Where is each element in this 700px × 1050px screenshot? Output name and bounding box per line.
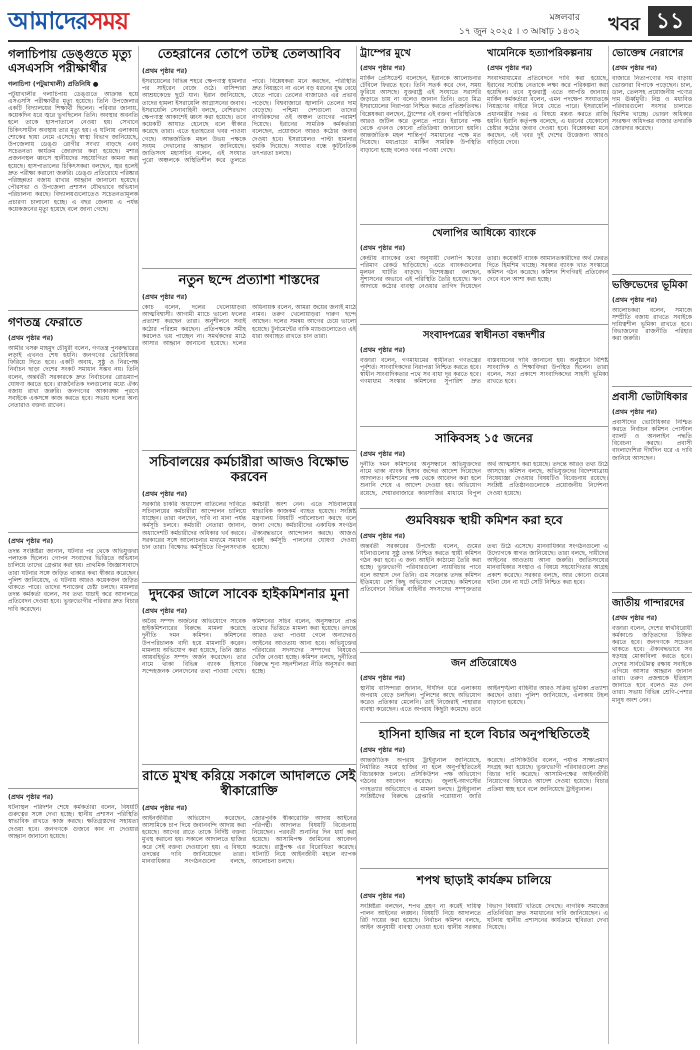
article-headline: গণতন্ত্র ফেরাতে — [8, 315, 83, 329]
issue-day: মঙ্গলবার — [549, 13, 580, 23]
article-sachibaloy — [142, 454, 356, 583]
article-tehran — [142, 46, 356, 269]
article-probashi — [612, 390, 692, 593]
article-headline: শপথ ছাড়াই কার্যক্রম চালিয়ে — [416, 873, 552, 887]
article-headline: গুমবিষয়ক স্থায়ী কমিশন করা হবে — [405, 513, 563, 527]
article-bhokta — [612, 46, 692, 275]
column-4 — [612, 46, 692, 1044]
article-byline: (প্রথম পৃষ্ঠার পর) — [142, 292, 188, 301]
article-body: বক্তারা বলেন, দেশের স্বার্থবিরোধী কর্মকাণ্ডে জড়িতদের চিহ্নিত করতে হবে। জনগণকে সচেতন থাকতে হবে। ঐক্যবদ্ধভাবে সব ষড়যন্ত্র মোকাবিলা করতে হবে। দেশের সার্বভৌমত্ব রক্ষায় সবাইকে এগিয়ে আসার আহ্বান জানান তারা। তরুণ প্রজন্মকে ইতিহাস জানাতে হবে বলেও মত দেন তারা। সভায় বিভিন্ন শ্রেণি-পেশার মানুষ অংশ নেন। — [612, 624, 692, 704]
article-byline: (প্রথম পৃষ্ঠার পর) — [360, 243, 406, 252]
article-body: আলোচকরা বলেন, সমাজে সম্প্রীতি বজায় রাখতে সবাইকে দায়িত্বশীল ভূমিকা রাখতে হবে। বিভাজনের রাজনীতি পরিহার করা জরুরি। — [612, 306, 692, 343]
article-body: বক্তারা বলেন, গণমাধ্যমের স্বাধীনতা গণতন্ত্রের পূর্বশর্ত। সাংবাদিকদের নিরাপত্তা নিশ্চিত করতে হবে। স্বাধীন সাংবাদিকতার পথে সব বাধা দূর করতে হবে। গণমাধ্যম সংস্কার কমিশনের সুপারিশ দ্রুত বাস্তবায়নের দাবি জানানো হয়। অনুষ্ঠানে বিশিষ্ট সাংবাদিক ও শিক্ষাবিদরা উপস্থিত ছিলেন। তারা বলেন, সত্য প্রকাশে সাংবাদিকদের সাহসী ভূমিকা রাখতে হবে। — [360, 356, 608, 386]
article-body: সংবাদমাধ্যমের প্রতিবেদনে দাবি করা হয়েছে, ইরানের সর্বোচ্চ নেতাকে লক্ষ্য করে পরিকল্পনা করা হয়েছিল। তবে যুক্তরাষ্ট্র এতে আপত্তি জানায়। মার্কিন কর্মকর্তারা বলেন, এমন পদক্ষেপ সংঘাতকে নিয়ন্ত্রণের বাইরে নিয়ে যেতে পারে। ইসরায়েলি প্রধানমন্ত্রীর দপ্তর এ বিষয়ে মন্তব্য করতে রাজি হয়নি। ইরানি কর্তৃপক্ষ বলেছে, এ ধরনের যেকোনো চেষ্টার কঠোর জবাব দেওয়া হবে। বিশ্লেষকরা মনে করছেন, এই খবর দুই দেশের উত্তেজনা আরও বাড়িয়ে দেবে। — [487, 74, 608, 147]
article-body: আইনজীবীরা অভিযোগ করেছেন, আসামিকে চাপ দিয়ে জবানবন্দি আদায় করা হয়েছে। আগের রাতে তাকে নির্দিষ্ট বক্তব্য মুখস্থ করানো হয়। সকালে আদালতে হাজির করে সেই বক্তব্য দেওয়ানো হয়। এ বিষয়ে তদন্তের দাবি জানিয়েছেন তারা। মানবাধিকার সংগঠনগুলো বলছে, জোরপূর্বক স্বীকারোক্তি আদায় আইনের পরিপন্থী। আদালত বিষয়টি বিবেচনায় নিয়েছেন। পরবর্তী শুনানির দিন ধার্য করা হয়েছে। আসামিপক্ষ জামিনের আবেদন করেছে। রাষ্ট্রপক্ষ এর বিরোধিতা করেছে। ঘটনাটি নিয়ে আইনজীবী মহলে ব্যাপক আলোচনা চলছে। — [142, 814, 356, 866]
article-body: মার্কিন প্রেসিডেন্ট বলেছেন, ইরানকে আলোচনার টেবিলে ফিরতে হবে। তিনি সতর্ক করে দেন, সময় ফুরিয়ে আসছে। যুক্তরাষ্ট্র এই সংঘাতে সরাসরি জড়াতে চায় না বলেও জানান তিনি। তবে মিত্র ইসরায়েলের নিরাপত্তা নিশ্চিত করতে প্রতিশ্রুতিবদ্ধ। বিশ্লেষকরা বলছেন, ট্রাম্পের এই বক্তব্য পরিস্থিতিকে আরও জটিল করে তুলতে পারে। ইরানের পক্ষ থেকে এখনও কোনো প্রতিক্রিয়া জানানো হয়নি। আন্তর্জাতিক মহল শান্তিপূর্ণ সমাধানের পক্ষে মত দিয়েছে। মধ্যপ্রাচ্যে মার্কিন সামরিক উপস্থিতি বাড়ানো হচ্ছে বলেও খবর পাওয়া গেছে। — [360, 74, 481, 154]
article-headline: খামেনিকে হত্যাপরিকল্পনায় — [487, 48, 592, 59]
masthead — [8, 6, 692, 42]
logo-text-1: আমাদের — [8, 6, 88, 35]
article-continued-1 — [8, 536, 138, 789]
article-byline: (প্রথম পৃষ্ঠার পর) — [360, 531, 406, 540]
article-headline: গলাচিপায় ডেঙ্গুতে মৃত্যু এসএসসি পরীক্ষার্থীর — [8, 47, 132, 75]
article-byline: (প্রথম পৃষ্ঠার পর) — [142, 606, 188, 615]
article-byline: (প্রথম পৃষ্ঠার পর) — [8, 793, 54, 801]
logo-text-2: সময় — [87, 6, 129, 35]
article-headline: হাসিনা হাজির না হলে বিচার অনুপস্থিতিতেই — [378, 727, 590, 741]
article-headline: সচিবালয়ের কর্মচারীরা আজও বিক্ষোভ করবেন — [149, 455, 349, 485]
article-headline: দুদকের জালে সাবেক হাইকমিশনার মুনা — [149, 587, 349, 602]
article-headline: ভোক্তেম্ব নেরাশের — [612, 48, 684, 59]
article-byline: (প্রথম পৃষ্ঠার পর) — [142, 489, 188, 498]
page-number: ১১ — [648, 6, 692, 36]
column-3 — [360, 46, 609, 1044]
article-headline: ট্রাম্পের মুখে — [360, 48, 411, 59]
article-body: অন্তর্বর্তী সরকারের উপদেষ্টা বলেন, গুমের ঘটনাগুলোর সুষ্ঠু তদন্ত নিশ্চিত করতে স্থায়ী কমিশন গঠন করা হবে। এ জন্য আইনি কাঠামো তৈরি করা হচ্ছে। ভুক্তভোগী পরিবারগুলো ন্যায়বিচার পাবে বলে আশ্বাস দেন তিনি। গুম সংক্রান্ত তদন্ত কমিশন ইতিমধ্যে বেশ কিছু অভিযোগ পেয়েছে। কমিশনের প্রতিবেদনে বিভিন্ন বাহিনীর সদস্যদের সম্পৃক্ততার তথ্য উঠে এসেছে। মানবাধিকার সংগঠনগুলো এ উদ্যোগকে স্বাগত জানিয়েছে। তারা বলছে, দায়ীদের আইনের আওতায় আনা জরুরি। জাতিসংঘের মানবাধিকার সংস্থাও এ বিষয়ে সহযোগিতার আগ্রহ প্রকাশ করেছে। সরকার বলছে, আর কোনো গুমের ঘটনা যেন না ঘটে সেটি নিশ্চিত করা হবে। — [360, 542, 608, 594]
column-1 — [8, 46, 139, 1044]
article-byline: (প্রথম পৃষ্ঠার পর) — [360, 63, 406, 72]
article-dudok — [142, 586, 356, 765]
article-bhakti — [612, 278, 692, 387]
article-headline: খেলাপির আধিক্যে ব্যাংকে — [432, 228, 536, 239]
article-hasina — [360, 726, 608, 869]
article-trump — [360, 46, 481, 225]
article-protirodh — [360, 656, 608, 723]
article-byline: (প্রথম পৃষ্ঠার পর) — [360, 449, 406, 458]
article-shanto — [142, 272, 356, 451]
article-body: সরকারি চাকরি অধ্যাদেশ বাতিলের দাবিতে সচিবালয়ের কর্মচারীরা আন্দোলন চালিয়ে যাচ্ছেন। তারা বলছেন, দাবি না মানা পর্যন্ত কর্মসূচি চলবে। কর্মচারী নেতারা জানান, অধ্যাদেশটি কর্মচারীদের অধিকার খর্ব করবে। সরকারের সঙ্গে আলোচনার মাধ্যমে সমাধান চান তারা। বিক্ষোভ কর্মসূচিতে বিপুলসংখ্যক কর্মচারী অংশ নেন। এতে সচিবালয়ের স্বাভাবিক কাজকর্ম ব্যাহত হয়েছে। সংশ্লিষ্ট মন্ত্রণালয় বিষয়টি পর্যালোচনা করছে বলে জানা গেছে। কর্মচারীদের একাধিক সংগঠন ঐক্যবদ্ধভাবে আন্দোলন করছে। আজও একই কর্মসূচি পালনের ঘোষণা দেওয়া হয়েছে। — [142, 500, 356, 552]
article-headline: জন প্রতিরোধেও — [451, 658, 517, 669]
column-2 — [142, 46, 357, 1044]
section-name: খবর — [608, 14, 640, 35]
article-headline: ভক্তিভেদের ভূমিকা — [612, 280, 688, 291]
article-headline: প্রবাসী ভোটাধিকার — [612, 392, 688, 403]
article-byline: (প্রথম পৃষ্ঠার পর) — [360, 891, 406, 900]
article-body: আন্তর্জাতিক অপরাধ ট্রাইব্যুনাল জানিয়েছে, নির্ধারিত সময়ে হাজির না হলে অনুপস্থিতিতেই বিচারকাজ চলবে। প্রসিকিউশন পক্ষ অভিযোগ গঠনের আবেদন করেছে। জুলাই-আগস্টের গণহত্যার অভিযোগে এ মামলা চলছে। ট্রাইব্যুনাল সংশ্লিষ্টদের বিরুদ্ধে গ্রেপ্তারি পরোয়ানা জারি করেছে। প্রসিকিউটর বলেন, পর্যাপ্ত সাক্ষ্যপ্রমাণ সংগ্রহ করা হয়েছে। ভুক্তভোগী পরিবারগুলো দ্রুত বিচার দাবি করেছে। আসামিপক্ষের আইনজীবী নিয়োগের বিষয়েও আদেশ দেওয়া হয়েছে। বিচার প্রক্রিয়া স্বচ্ছ হবে বলে জানিয়েছে ট্রাইব্যুনাল। — [360, 756, 608, 800]
article-body: বাজারে নিত্যপণ্যের দাম বাড়ায় ভোক্তারা বিপাকে পড়েছেন। চাল, ডাল, তেলসহ প্রয়োজনীয় পণ্যের দাম ঊর্ধ্বমুখী। নিম্ন ও মধ্যবিত্ত পরিবারগুলো সংসার চালাতে হিমশিম খাচ্ছে। ভোক্তা অধিকার সংরক্ষণ অধিদপ্তর বাজার তদারকি জোরদার করেছে। — [612, 74, 692, 132]
article-byline: (প্রথম পৃষ্ঠার পর) — [360, 673, 406, 682]
article-headline: নতুন ছন্দে প্রত্যাশা শাস্তদের — [178, 273, 320, 288]
article-headline: তেহরানের তোপে তটস্থ তেলআবিব — [157, 47, 341, 62]
article-headline: সংবাদপত্রের স্বাধীনতা বন্ধদশীর — [422, 330, 546, 341]
article-byline: (প্রথম পৃষ্ঠার পর) — [612, 295, 658, 304]
article-body: অবৈধ সম্পদ অর্জনের অভিযোগে সাবেক হাইকমিশনারের বিরুদ্ধে মামলা করেছে দুর্নীতি দমন কমিশন। কমিশনের উপপরিচালক বাদী হয়ে মামলাটি করেন। মামলায় অভিযোগ করা হয়েছে, তিনি জ্ঞাত আয়বহির্ভূত সম্পদ অর্জন করেছেন। তার নামে থাকা বিভিন্ন ব্যাংক হিসাবে সন্দেহজনক লেনদেনের তথ্য পাওয়া গেছে। কমিশনের সচিব বলেন, অনুসন্ধানে প্রাপ্ত তথ্যের ভিত্তিতে মামলা করা হয়েছে। তদন্তে আরও তথ্য পাওয়া গেলে অন্যদেরও আইনের আওতায় আনা হবে। অভিযুক্তের পরিবারের সদস্যদের সম্পদের বিষয়েও খোঁজ নেওয়া হচ্ছে। কমিশন বলছে, দুর্নীতির বিরুদ্ধে শূন্য সহনশীলতা নীতি অনুসরণ করা হচ্ছে। — [142, 617, 356, 676]
article-gum-commission — [360, 512, 608, 653]
article-body: প্রবাসীদের ভোটাধিকার নিশ্চিত করতে নির্বাচন কমিশন পোস্টাল ব্যালট ও অনলাইন পদ্ধতি বিবেচনা করছে। প্রবাসী বাংলাদেশিরা দীর্ঘদিন ধরে এ দাবি জানিয়ে আসছেন। — [612, 418, 692, 462]
article-raat — [142, 768, 356, 1038]
article-body: পটুয়াখালীর গলাচিপায় ডেঙ্গুতে আক্রান্ত হয়ে এসএসসি পরীক্ষার্থীর মৃত্যু হয়েছে। তিনি উপজেলার একটি বিদ্যালয়ের শিক্ষার্থী ছিলেন। পরিবার জানায়, কয়েকদিন ধরে জ্বরে ভুগছিলেন তিনি। অবস্থার অবনতি হলে তাকে হাসপাতালে নেওয়া হয়। সেখানে চিকিৎসাধীন অবস্থায় তার মৃত্যু হয়। এ ঘটনায় এলাকায় শোকের ছায়া নেমে এসেছে। স্বাস্থ্য বিভাগ জানিয়েছে, উপজেলায় ডেঙ্গু রোগীর সংখ্যা বাড়ছে এবং সচেতনতা কার্যক্রম জোরদার করা হয়েছে। মশার প্রজননস্থল ধ্বংসে স্থানীয়দের সহযোগিতা কামনা করা হয়েছে। হাসপাতালের চিকিৎসকরা বলছেন, জ্বর হলেই দ্রুত পরীক্ষা করানো জরুরি। ডেঙ্গু প্রতিরোধে পরিষ্কার পরিচ্ছন্নতা বজায় রাখার আহ্বান জানানো হয়েছে। পৌরসভা ও উপজেলা প্রশাসন যৌথভাবে অভিযান পরিচালনা করছে। বিদ্যালয়গুলোতেও সচেতনতামূলক প্রচারণা চালানো হচ্ছে। এ বছর জেলায় এ পর্যন্ত কয়েকজনের মৃত্যু হয়েছে বলে জানা গেছে। — [8, 90, 138, 213]
article-body: কোচ বলেন, দলের খেলোয়াড়রা আত্মবিশ্বাসী। আগামী ম্যাচে ভালো ফলের প্রত্যাশা করছেন তারা। অনুশীলনে সবাই কঠোর পরিশ্রম করছেন। প্রতিপক্ষকে সমীহ করলেও ভয় পাচ্ছেন না। সমর্থকদের মাঠে আসার আহ্বান জানানো হয়েছে। দলের অধিনায়ক বলেন, আমরা জয়ের জন্যই মাঠে নামব। তরুণ খেলোয়াড়রা দারুণ ছন্দে আছেন। দলের সমন্বয় আগের চেয়ে ভালো হয়েছে। টুর্নামেন্টের বাকি ম্যাচগুলোতেও এই ধারা অব্যাহত রাখতে চান তারা। — [142, 303, 356, 347]
article-byline: (প্রথম পৃষ্ঠার পর) — [360, 745, 406, 754]
article-grid — [8, 46, 692, 1044]
article-byline: (প্রথম পৃষ্ঠার পর) — [142, 803, 188, 812]
article-press-freedom — [360, 328, 608, 427]
article-body: তদন্ত সংশ্লিষ্টরা জানান, ঘটনার পর থেকে অভিযুক্তরা পলাতক ছিলেন। গোপন সংবাদের ভিত্তিতে অভিযান চালিয়ে তাদের গ্রেপ্তার করা হয়। প্রাথমিক জিজ্ঞাসাবাদে তারা ঘটনার সঙ্গে জড়িত থাকার কথা স্বীকার করেছেন। পুলিশ জানিয়েছে, এ ঘটনায় আরও কয়েকজন জড়িত থাকতে পারে। তাদের শনাক্তের চেষ্টা চলছে। মামলার তদন্ত কর্মকর্তা বলেন, সব তথ্য যাচাই করে আদালতে প্রতিবেদন দেওয়া হবে। ভুক্তভোগীর পরিবার দ্রুত বিচার দাবি করেছেন। — [8, 548, 138, 613]
article-byline: (প্রথম পৃষ্ঠার পর) — [8, 537, 54, 545]
article-byline: (প্রথম পৃষ্ঠার পর) — [612, 63, 658, 72]
article-byline: (প্রথম পৃষ্ঠার পর) — [8, 333, 54, 342]
article-byline: গলাচিপা (পটুয়াখালী) প্রতিনিধি ● — [8, 79, 99, 88]
article-sakib — [360, 430, 608, 509]
article-body: দুর্নীতি দমন কমিশনের অনুসন্ধানে অভিযুক্তদের নামে থাকা ব্যাংক হিসাব জব্দের আদেশ দিয়েছেন আদালত। কমিশনের পক্ষ থেকে আবেদন করা হলে শুনানি শেষে এ আদেশ দেওয়া হয়। অভিযোগ রয়েছে, শেয়ারবাজারে কারসাজির মাধ্যমে বিপুল অর্থ আত্মসাৎ করা হয়েছে। তদন্তে আরও তথ্য উঠে আসছে। কমিশন বলছে, অভিযুক্তদের বিদেশযাত্রায় নিষেধাজ্ঞা দেওয়ার বিষয়টিও বিবেচনায় রয়েছে। সংশ্লিষ্ট প্রতিষ্ঠানগুলোকে প্রয়োজনীয় নির্দেশনা দেওয়া হয়েছে। — [360, 460, 608, 497]
newspaper-logo — [8, 6, 128, 36]
article-continued-2 — [8, 792, 138, 1014]
issue-date: ১৭ জুন ২০২৫ । ৩ আষাঢ় ১৪৩২ — [458, 27, 580, 37]
article-dengue — [8, 46, 138, 311]
article-byline: (প্রথম পৃষ্ঠার পর) — [360, 345, 406, 354]
article-khamenei — [487, 46, 608, 225]
article-headline: রাতে মুখস্থ করিয়ে সকালে আদালতে সেই স্বীকারোক্তি — [142, 769, 356, 799]
row-trump-khamenei — [360, 46, 608, 226]
article-gaddar — [612, 596, 692, 1038]
article-gonotontro — [8, 314, 138, 533]
article-headline: সাকিবসহ ১৫ জনের — [435, 431, 533, 445]
article-body: কেন্দ্রীয় ব্যাংকের তথ্য অনুযায়ী খেলাপি ঋণের পরিমাণ রেকর্ড ছাড়িয়েছে। এতে ব্যাংকগুলোর মূলধন ঘাটতি বাড়ছে। বিশেষজ্ঞরা বলছেন, সুশাসনের অভাবে এই পরিস্থিতি তৈরি হয়েছে। ঋণ আদায়ে কঠোর ব্যবস্থা নেওয়ার তাগিদ দিয়েছেন তারা। কয়েকটি ব্যাংক আমানতকারীদের অর্থ ফেরত দিতে হিমশিম খাচ্ছে। সরকার ব্যাংক খাত সংস্কারে কমিশন গঠন করেছে। কমিশন শিগগিরই প্রতিবেদন দেবে বলে আশা করা হচ্ছে। — [360, 254, 608, 291]
article-body: ঘটনাস্থল পরিদর্শন শেষে কর্মকর্তারা বলেন, বিষয়টি গুরুত্বের সঙ্গে দেখা হচ্ছে। স্থানীয় প্রশাসন পরিস্থিতি স্বাভাবিক রাখতে কাজ করছে। ক্ষতিগ্রস্তদের সহায়তা দেওয়া হবে। জনগণকে গুজবে কান না দেওয়ার আহ্বান জানানো হয়েছে। — [8, 804, 138, 840]
article-byline: (প্রথম পৃষ্ঠার পর) — [487, 63, 533, 72]
article-byline: (প্রথম পৃষ্ঠার পর) — [612, 613, 658, 622]
article-body: আমীর খসরু মাহমুদ চৌধুরী বলেন, গণতন্ত্র পুনরুদ্ধারের লড়াই এখনও শেষ হয়নি। জনগণের ভোটাধিকার ফিরিয়ে দিতে হবে। একটি অবাধ, সুষ্ঠু ও নিরপেক্ষ নির্বাচন ছাড়া দেশের সংকট সমাধান সম্ভব নয়। তিনি বলেন, অন্তর্বর্তী সরকারকে দ্রুত নির্বাচনের রোডম্যাপ ঘোষণা করতে হবে। রাজনৈতিক দলগুলোর মধ্যে ঐক্য বজায় রাখা জরুরি। জনগণের আকাঙ্ক্ষা পূরণে সবাইকে একসঙ্গে কাজ করতে হবে। সভায় দলের অন্য নেতারাও বক্তব্য রাখেন। — [8, 344, 138, 410]
article-byline: (প্রথম পৃষ্ঠার পর) — [142, 66, 188, 75]
article-bank — [360, 226, 608, 325]
article-body: সংশ্লিষ্টরা বলছেন, শপথ গ্রহণ না করেই দায়িত্ব পালন আইনের লঙ্ঘন। বিষয়টি নিয়ে আদালতে রিট দায়ের করা হয়েছে। নির্বাচন কমিশন বলছে, আইন অনুযায়ী ব্যবস্থা নেওয়া হবে। স্থানীয় সরকার বিভাগ বিষয়টি খতিয়ে দেখছে। নাগরিক সমাজের প্রতিনিধিরা দ্রুত সমাধানের দাবি জানিয়েছেন। এ ঘটনায় স্থানীয় প্রশাসনের কার্যক্রমে স্থবিরতা দেখা দিয়েছে। — [360, 902, 608, 932]
article-headline: জাতীয় গান্দারদের — [612, 598, 685, 609]
article-byline: (প্রথম পৃষ্ঠার পর) — [612, 407, 658, 416]
article-shopoth — [360, 872, 608, 1004]
article-body: ইসরায়েলের বিভিন্ন শহরে ক্ষেপণাস্ত্র হামলার পর সাইরেন বেজে ওঠে। বাসিন্দারা আশ্রয়কেন্দ্রে ছুটে যান। ইরান জানিয়েছে, তাদের হামলা ইসরায়েলি আগ্রাসনের জবাব। ইসরায়েলি সেনাবাহিনী বলছে, বেশিরভাগ ক্ষেপণাস্ত্র আকাশেই ধ্বংস করা হয়েছে। তবে কয়েকটি আঘাত হেনেছে বলে স্বীকার করেছে তারা। এতে হতাহতের খবর পাওয়া গেছে। আন্তর্জাতিক মহল উভয় পক্ষকে সংযম দেখানোর আহ্বান জানিয়েছে। জাতিসংঘ মহাসচিব বলেন, এই সংঘাত পুরো অঞ্চলকে অস্থিতিশীল করে তুলতে পারে। বিশ্লেষকরা মনে করছেন, পরিস্থিতি দ্রুত নিয়ন্ত্রণে না এলে বড় ধরনের যুদ্ধ বেধে যেতে পারে। তেলের বাজারেও এর প্রভাব পড়েছে। বিশ্ববাজারে জ্বালানি তেলের দাম বেড়েছে। পশ্চিমা দেশগুলো তাদের নাগরিকদের ওই অঞ্চল ত্যাগের পরামর্শ দিয়েছে। ইরানের সামরিক কর্মকর্তারা বলেছেন, প্রয়োজনে আরও কঠোর জবাব দেওয়া হবে। ইসরায়েলও পাল্টা হামলার হুমকি দিয়েছে। সংঘাত বন্ধে কূটনৈতিক তৎপরতা চলছে। — [142, 77, 356, 165]
article-body: স্থানীয় বাসিন্দারা জানান, দীর্ঘদিন ধরে এলাকায় অপরাধ বেড়ে চলছিল। পুলিশের কাছে অভিযোগ করেও প্রতিকার মেলেনি। তাই নিজেরাই পাহারার ব্যবস্থা করেছেন। এতে অপরাধ কিছুটা কমেছে। তবে আইনশৃঙ্খলা বাহিনীর আরও সক্রিয় ভূমিকা প্রত্যাশা করছেন তারা। পুলিশ জানিয়েছে, এলাকায় টহল বাড়ানো হয়েছে। — [360, 684, 608, 714]
